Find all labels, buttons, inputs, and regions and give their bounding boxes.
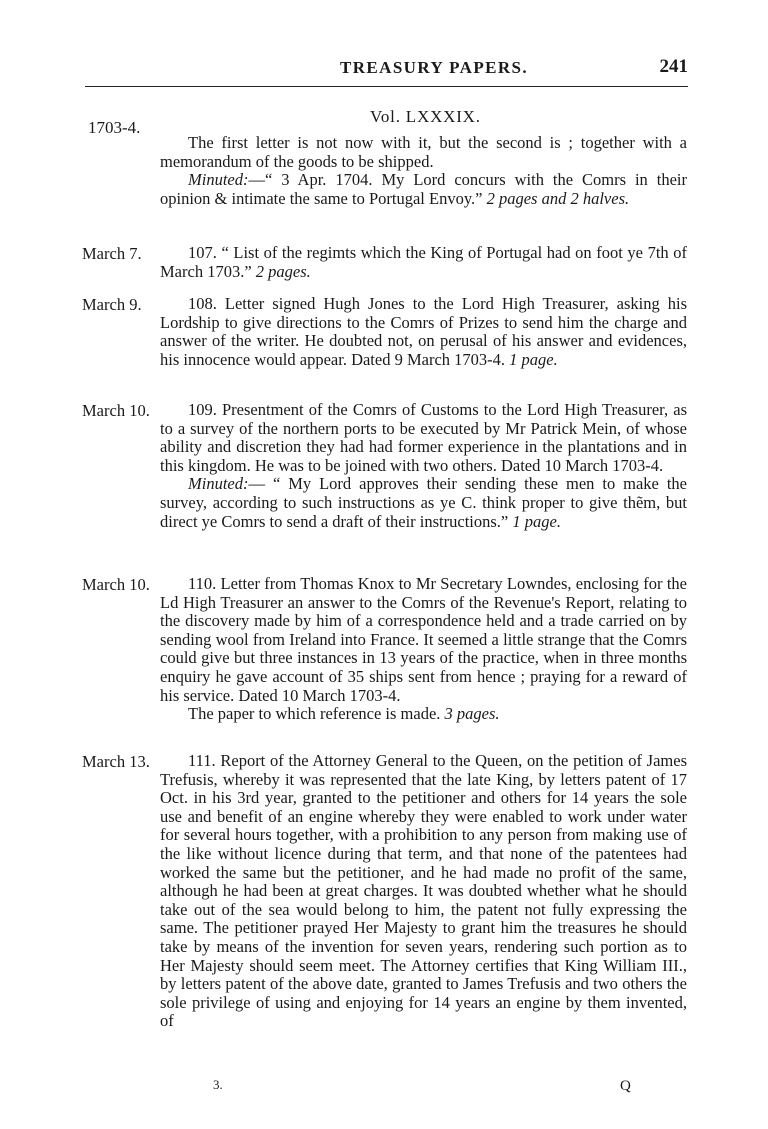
- entry-body: [160, 401, 687, 531]
- entry-date: March 13.: [82, 752, 150, 771]
- entry-text: 108. Letter signed Hugh Jones to the Lord High Treasurer, asking his Lordship to give directions to the Comrs of Prizes to send him the charge and answer of the writer. He doubted not, on perusal of his answer and evidences, his innocence would appear. Dated 9 March 1703-4.: [160, 294, 687, 369]
- entry-text: 109. Presentment of the Comrs of Customs to the Lord High Treasurer, as to a survey of the northern ports to be executed by Mr Patrick Mein, of whose ability and discretion they had had former experience in the plantations and in this kingdom. He was to be joined with two others. Dated 10 March 1703-4.: [160, 400, 687, 475]
- entry-date: March 10.: [82, 575, 150, 594]
- entry-text: The first letter is not now with it, but the second is ; together with a memorandum of the goods to be shipped.: [160, 133, 687, 171]
- entry-pages: 1 page.: [509, 349, 558, 369]
- page-number: 241: [659, 56, 688, 77]
- minute-text: — “ My Lord approves their sending these men to make the survey, according to such instructions as ye C. think proper to give thẽm, but direct ye Comrs to send a draft of their instructions.”: [160, 474, 687, 531]
- entry-text: 111. Report of the Attorney General to the Queen, on the petition of James Trefusis, whereby it was represented that the late King, by letters patent of 17 Oct. in his 3rd year, granted to the petitioner and others for 14 years the sole use and benefit of an engine whereby they were enabled to work under water for several hours together, with a prohibition to any person from making use of the like without licence during that term, and that none of the patentees had worked the same but the petitioner, and he had made no profit of the same, although he had been at great charges. It was doubted whether what he should take out of the sea would belong to him, the patent not fully expressing the same. The petitioner prayed Her Majesty to grant him the treasures he should take by means of the invention for seven years, rendering such portion as to Her Majesty should seem meet. The Attorney certifies that King William III., by letters patent of the above date, granted to James Trefusis and two others the sole privilege of using and enjoying for 14 years an engine by them invented, of: [160, 751, 687, 1031]
- entry-body: [160, 575, 687, 724]
- running-head-title: TREASURY PAPERS.: [340, 58, 529, 77]
- entry-text: 107. “ List of the regimts which the King of Portugal had on foot ye 7th of March 1703.”: [160, 243, 687, 281]
- volume-heading: Vol. LXXXIX.: [370, 107, 481, 126]
- entry-body: [160, 295, 687, 369]
- entry-extra: The paper to which reference is made.: [188, 704, 441, 724]
- running-head: [85, 56, 688, 87]
- entry-pages: 2 pages.: [255, 261, 311, 281]
- signature-mark: 3.: [213, 1077, 223, 1092]
- entry-pages: 2 pages and 2 halves.: [486, 188, 630, 208]
- year-margin-label: 1703-4.: [88, 118, 141, 137]
- entry-text: 110. Letter from Thomas Knox to Mr Secretary Lowndes, enclosing for the Ld High Treasurer an answer to the Comrs of the Revenue's Report, relating to the discovery made by him of a correspondence held and a trade carried on by sending wool from Ireland into France. It seemed a little strange that the Comrs could give but three instances in 13 years of the practice, when in three months enquiry he gave account of 35 ships sent from hence ; praying for a reward of his service. Dated 10 March 1703-4.: [160, 574, 687, 705]
- entry-body: [160, 244, 687, 281]
- entry-date: March 9.: [82, 295, 142, 314]
- entry-pages: 3 pages.: [444, 704, 500, 724]
- entry-pages: 1 page.: [512, 511, 561, 531]
- entry-body: [160, 752, 687, 1031]
- gathering-mark: Q: [620, 1078, 631, 1094]
- entry-date: March 10.: [82, 401, 150, 420]
- minute-label: Minuted:: [188, 474, 249, 494]
- entry-body: [160, 134, 687, 208]
- minute-label: Minuted:: [188, 170, 249, 190]
- entry-date: March 7.: [82, 244, 142, 263]
- minute-text: —“ 3 Apr. 1704. My Lord concurs with the Comrs in their opinion & intimate the same to Portugal Envoy.”: [160, 170, 687, 208]
